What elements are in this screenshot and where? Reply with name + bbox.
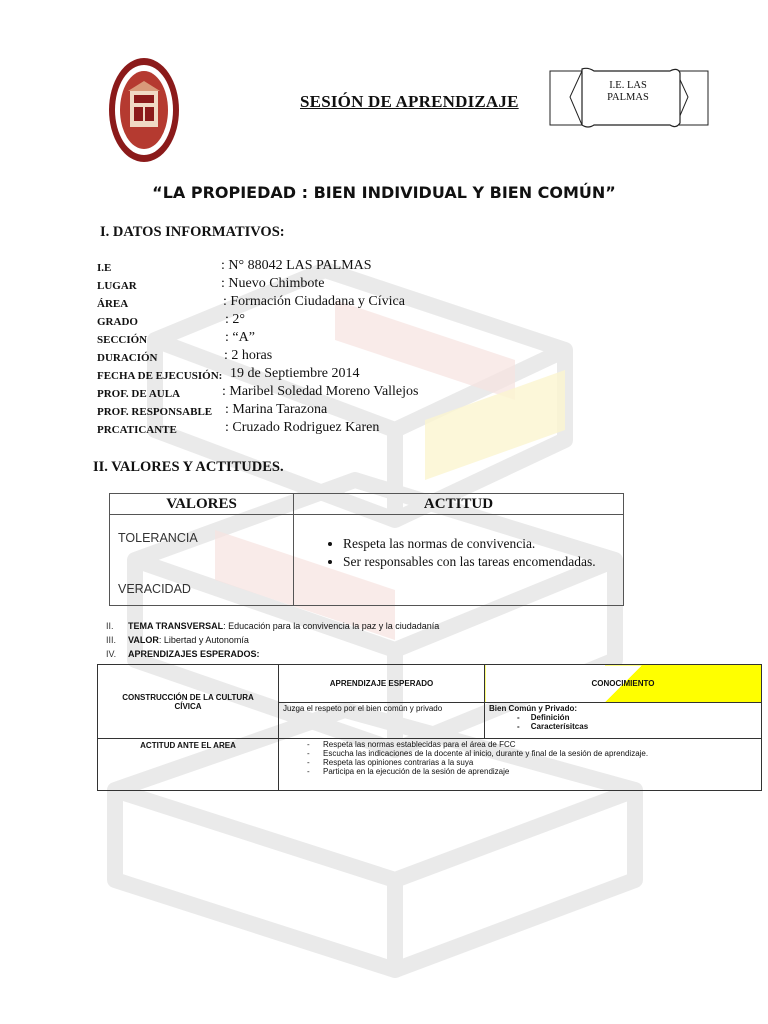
actitud-item: • Respeta las normas de convivencia.: [343, 535, 622, 553]
university-seal-logo: [108, 57, 180, 163]
valor-item: VERACIDAD: [118, 582, 191, 596]
conocimiento-item: - Caracterísitcas: [517, 722, 589, 731]
school-banner-text: I.E. LAS PALMAS: [607, 80, 649, 103]
actitud-area-cell: [279, 739, 762, 791]
section-heading-datos: I. DATOS INFORMATIVOS:: [100, 224, 285, 240]
valores-cell: [110, 515, 294, 606]
session-subtitle: “LA PROPIEDAD : BIEN INDIVIDUAL Y BIEN COMÚN”: [152, 183, 616, 202]
aprendizajes-table: [97, 664, 762, 791]
actitudes-cell: [294, 515, 624, 606]
list-item: II. TEMA TRANSVERSAL: Educación para la convivencia la paz y la ciudadanía: [106, 621, 440, 631]
list-item: IV. APRENDIZAJES ESPERADOS:: [106, 649, 260, 659]
aprendizaje-header: APRENDIZAJE ESPERADO: [279, 665, 485, 703]
info-list: I.E : N° 88042 LAS PALMAS LUGAR : Nuevo Chimbote ÁREA : Formación Ciudadana y Cívica GRADO : 2° SECCIÓN : “A” DURACIÓN : 2 horas FECHA DE EJECUSIÓN: 19 de Septiembre 2014 PROF. DE AULA : Maribel Soledad Moreno Vallejos PROF. RESPONSABLE : Marina Tarazona PRCATICANTE : Cruzado Rodriguez Karen: [97, 258, 419, 436]
col-actitud-header: ACTITUD: [294, 494, 624, 515]
actitud-area-item: - Escucha las indicaciones de la docente al inicio, durante y final de la sesión de aprendizaje.: [307, 749, 649, 758]
page-title: SESIÓN DE APRENDIZAJE: [300, 92, 519, 111]
conocimiento-cell: Bien Común y Privado: - Definición - Caracterísitcas: [485, 703, 762, 739]
construccion-cell: CONSTRUCCIÓN DE LA CULTURA CÍVICA: [98, 665, 279, 739]
valor-item: TOLERANCIA: [118, 531, 198, 545]
valores-actitudes-table: [109, 493, 624, 606]
actitud-area-item: - Respeta las opiniones contrarias a la suya: [307, 758, 474, 767]
actitud-area-item: - Respeta las normas establecidas para el área de FCC: [307, 740, 516, 749]
list-item: III. VALOR: Libertad y Autonomía: [106, 635, 249, 645]
section-heading-valores: II. VALORES Y ACTITUDES.: [93, 459, 284, 475]
actitud-area-label: ACTITUD ANTE EL AREA: [98, 739, 279, 791]
actitud-area-item: - Participa en la ejecución de la sesión de aprendizaje: [307, 767, 510, 776]
conocimiento-item: - Definición: [517, 713, 570, 722]
col-valores-header: VALORES: [110, 494, 294, 515]
aprendizaje-cell: Juzga el respeto por el bien común y privado: [279, 703, 485, 739]
books-watermark: [95, 230, 675, 990]
actitud-item: • Ser responsables con las tareas encomendadas.: [343, 553, 622, 571]
conocimiento-header: CONOCIMIENTO: [485, 665, 762, 703]
